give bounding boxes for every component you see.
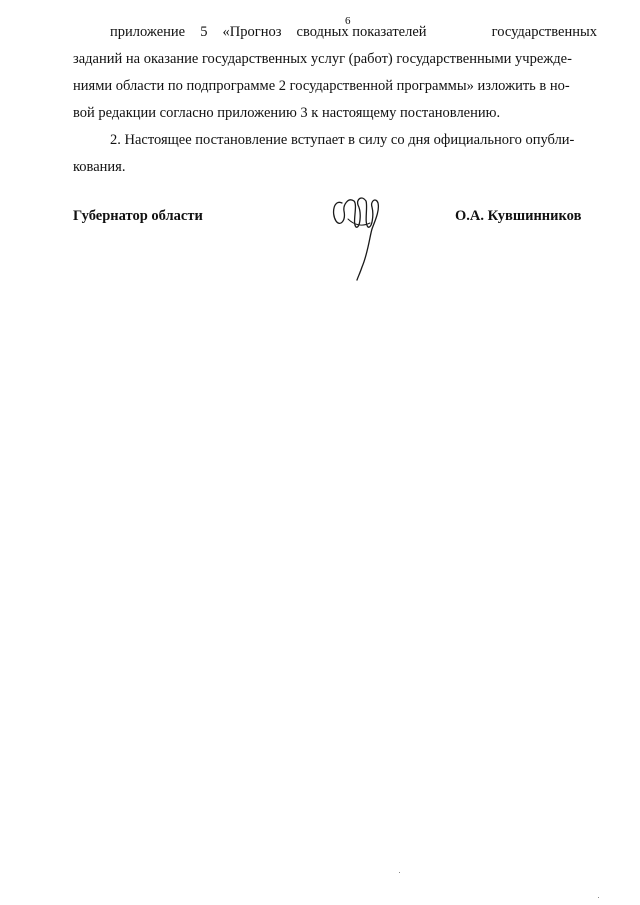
word-3: «Прогноз — [222, 24, 282, 40]
handwritten-signature — [328, 183, 388, 283]
paragraph-1-line-1 — [110, 23, 597, 41]
paragraph-1-line-3: ниями области по подпрограмме 2 государственной программы» изложить в но- — [73, 78, 570, 94]
scan-speck — [598, 897, 599, 898]
word-4: сводных показателей — [296, 24, 427, 40]
page-number: 6 — [345, 15, 351, 27]
signatory-name: О.А. Кувшинников — [455, 208, 582, 224]
scan-speck — [399, 872, 400, 873]
word-2: 5 — [200, 24, 208, 40]
word-1: приложение — [110, 24, 186, 40]
paragraph-1-line-2: заданий на оказание государственных услуг (работ) государственными учрежде- — [73, 51, 572, 67]
paragraph-2-line-1: 2. Настоящее постановление вступает в силу со дня официального опубли- — [110, 132, 575, 148]
paragraph-1-line-4: вой редакции согласно приложению 3 к настоящему постановлению. — [73, 105, 501, 121]
paragraph-2-line-2: кования. — [73, 159, 126, 175]
signatory-title: Губернатор области — [73, 208, 203, 224]
word-5: государственных — [491, 24, 597, 40]
